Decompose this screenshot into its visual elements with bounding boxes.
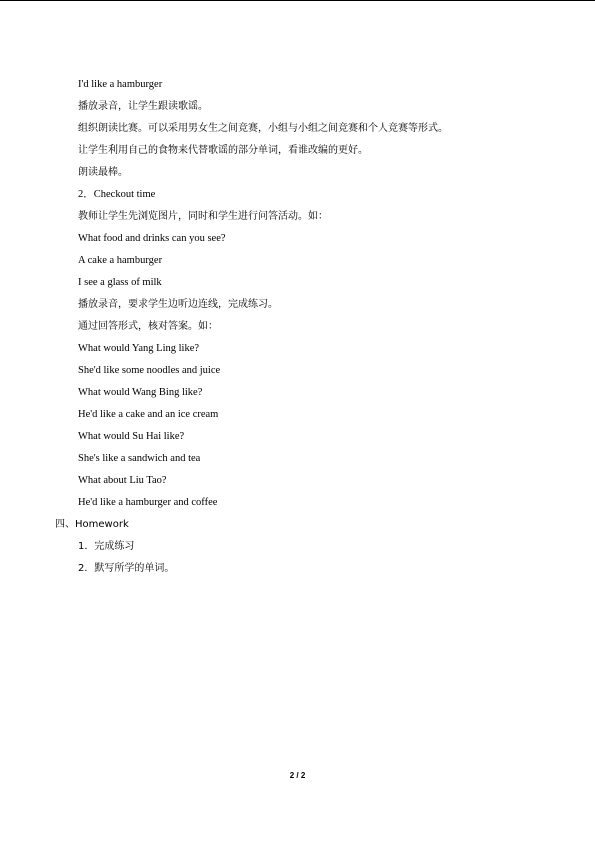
document-line: What food and drinks can you see? [78,233,226,244]
document-line: I'd like a hamburger [78,79,163,90]
document-line: She's like a sandwich and tea [78,453,201,464]
document-line: 朗读最棒。 [78,167,128,178]
document-line: 四、Homework [55,519,129,530]
document-line: 1．完成练习 [78,541,135,552]
document-line: What would Yang Ling like? [78,343,200,354]
document-line: A cake a hamburger [78,255,163,266]
document-line: What about Liu Tao? [78,475,167,486]
document-line: He'd like a hamburger and coffee [78,497,218,508]
document-line: 播放录音，要求学生边听边连线，完成练习。 [78,299,278,310]
document-line: 教师让学生先浏览图片，同时和学生进行问答活动。如： [78,211,328,222]
document-line: 让学生利用自己的食物来代替歌谣的部分单词，看谁改编的更好。 [78,145,368,156]
document-line: 2．Checkout time [78,189,156,200]
document-line: What would Su Hai like? [78,431,185,442]
document-line: 组织朗读比赛。可以采用男女生之间竞赛，小组与小组之间竞赛和个人竞赛等形式。 [78,123,448,134]
document-line: He'd like a cake and an ice cream [78,409,219,420]
document-line: 播放录音，让学生跟读歌谣。 [78,101,208,112]
page-number: 2 / 2 [289,771,306,780]
document-line: 通过回答形式，核对答案。如： [78,321,218,332]
page-top-border [0,0,595,1]
document-line: She'd like some noodles and juice [78,365,221,376]
document-line: What would Wang Bing like? [78,387,203,398]
document-line: I see a glass of milk [78,277,162,288]
document-line: 2．默写所学的单词。 [78,563,175,574]
